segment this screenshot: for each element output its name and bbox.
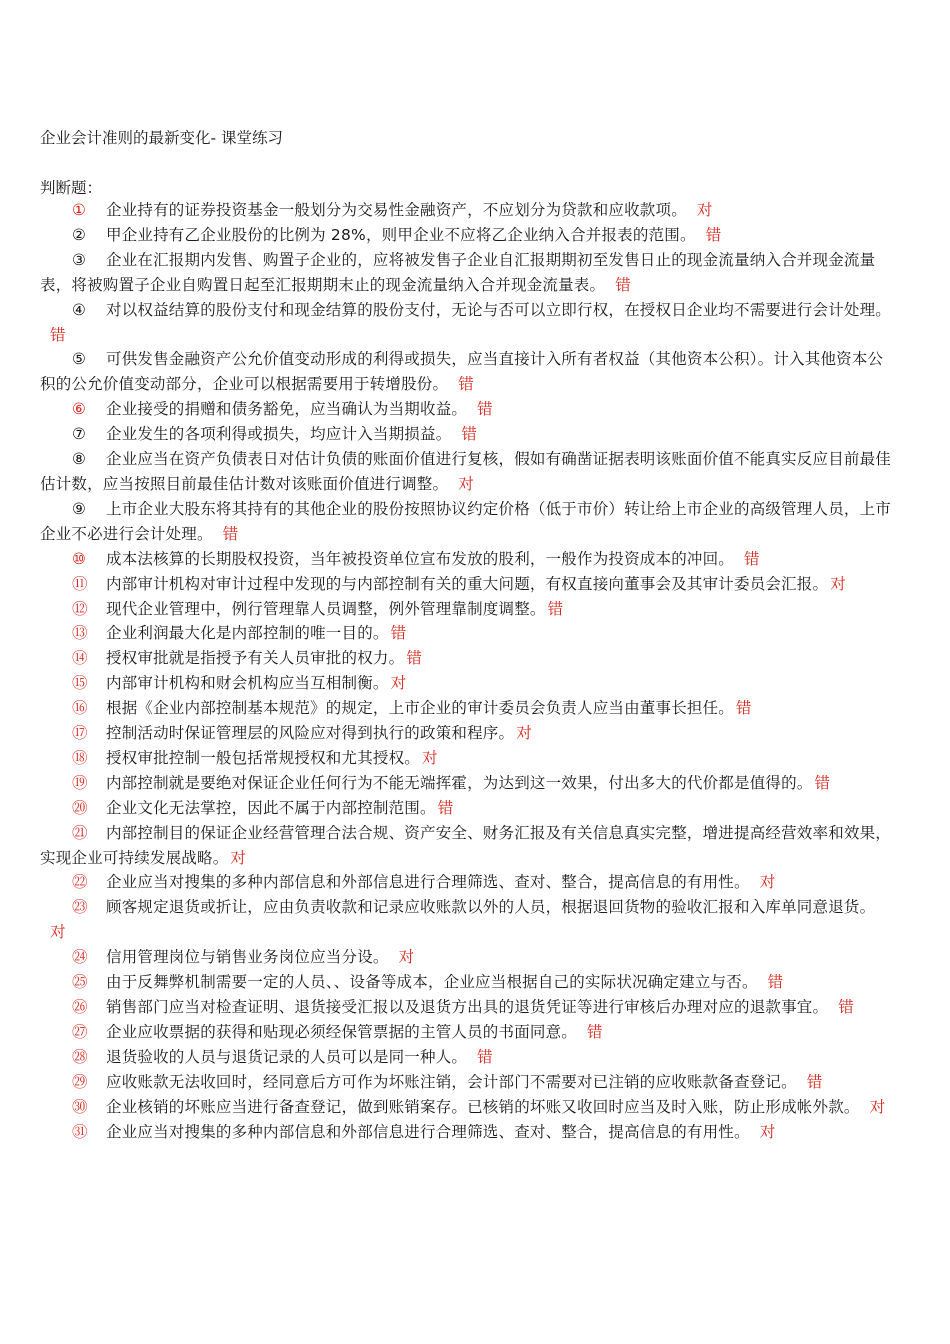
question-number: ㉒ [72,873,88,892]
question-list [40,198,898,1144]
question-text: 企业持有的证券投资基金一般划分为交易性金融资产，不应划分为贷款和应收款项。 [106,201,687,219]
question-item [40,671,898,696]
answer-mark: 错 [461,425,478,444]
question-item [40,248,898,298]
question-number: ④ [72,300,87,319]
question-number: ⑲ [72,773,88,792]
answer-mark: 对 [230,848,247,867]
question-number: ③ [72,250,87,269]
question-number: ⑨ [72,499,87,518]
answer-mark: 错 [767,973,784,992]
answer-mark: 错 [705,225,722,244]
answer-mark: 对 [398,948,415,967]
question-number: ⑪ [72,574,88,593]
question-number: ㉓ [72,898,88,917]
question-text: 企业发生的各项利得或损失，均应计入当期损益。 [106,425,452,444]
question-item [40,497,898,547]
question-text: 内部控制就是要绝对保证企业任何行为不能无端挥霍，为达到这一效果，付出多大的代价都是值得的。 [106,773,813,792]
question-item [40,646,898,671]
question-text: 企业应收票据的获得和贴现必须经保管票据的主管人员的书面同意。 [106,1022,578,1041]
question-number: ㉙ [72,1072,88,1091]
question-text: 控制活动时保证管理层的风险应对得到执行的政策和程序。 [106,724,515,743]
question-text: 成本法核算的长期股权投资，当年被投资单位宣布发放的股利，一般作为投资成本的冲回。 [106,549,735,568]
question-item [40,621,898,646]
answer-mark: 错 [477,400,493,419]
question-number: ⑧ [72,450,87,469]
question-text: 由于反舞弊机制需要一定的人员、、设备等成本，企业应当根据自己的实际状况确定建立与否。 [106,973,758,992]
answer-mark: 错 [390,624,407,643]
answer-mark: 错 [838,998,854,1016]
question-number: ② [72,225,87,244]
question-text: 企业利润最大化是内部控制的唯一目的。 [106,624,389,643]
question-item [40,746,898,771]
question-number: ㉛ [72,1122,88,1141]
question-text: 企业应当对搜集的多种内部信息和外部信息进行合理筛选、查对、整合，提高信息的有用性。 [106,873,750,892]
answer-mark: 对 [759,873,776,892]
question-item [40,1045,898,1070]
question-text: 授权审批控制一般包括常规授权和尤其授权。 [106,748,421,767]
answer-mark: 错 [806,1072,823,1091]
question-item [40,796,898,821]
answer-mark: 错 [406,649,423,668]
answer-mark: 对 [458,474,474,493]
question-number: ⑦ [72,425,87,444]
question-item [40,347,898,397]
question-item [40,696,898,721]
question-text: 企业应当在资产负债表日对估计负债的账面价值进行复核，假如有确凿证据表明该账面价值不能真实反应目前最佳估计数，应当按照目前最佳估计数对该账面价值进行调整。 [40,450,892,493]
question-text: 企业在汇报期内发售、购置子企业的，应将被发售子企业自汇报期期初至发售日止的现金流量纳入合并现金流量表，将被购置子企业自购置日起至汇报期期末止的现金流量纳入合并现金流量表。 [40,250,876,294]
question-item [40,870,898,895]
question-number: ⑤ [72,350,87,369]
question-text: 销售部门应当对检查证明、退货接受汇报以及退货方出具的退货凭证等进行审核后办理对应的退款事宜。 [106,998,829,1016]
question-text: 企业文化无法掌控，因此不属于内部控制范围。 [106,798,436,817]
question-item [40,771,898,796]
answer-mark: 对 [516,724,532,743]
answer-mark: 错 [744,549,760,568]
section-label: 判断题： [40,179,103,197]
question-item [40,223,898,248]
question-item [40,397,898,422]
question-item [40,895,898,945]
question-text: 授权审批就是指授予有关人员审批的权力。 [106,649,405,668]
answer-mark: 对 [830,574,846,593]
question-number: ㉗ [72,1022,88,1041]
answer-mark: 错 [814,773,831,792]
answer-mark: 对 [696,201,713,219]
question-number: ⑰ [72,724,88,743]
question-number: ⑮ [72,674,88,693]
question-text: 信用管理岗位与销售业务岗位应当分设。 [106,948,389,967]
question-text: 根据《企业内部控制基本规范》的规定，上市企业的审计委员会负责人应当由董事长担任。 [106,699,735,718]
question-number: ㉘ [72,1047,88,1066]
question-item [40,1020,898,1045]
question-number: ⑬ [72,624,88,643]
question-item [40,821,898,871]
question-item [40,970,898,995]
question-number: ㉖ [72,998,88,1016]
question-number: ⑳ [72,798,88,817]
question-text: 对以权益结算的股份支付和现金结算的股份支付，无论与否可以立即行权，在授权日企业均不需要进行会计处理。 [106,300,892,319]
question-number: ⑥ [72,400,87,419]
answer-mark: 错 [615,275,631,294]
question-text: 顾客规定退货或折让，应由负责收款和记录应收账款以外的人员，根据退回货物的验收汇报和入库单同意退货。 [106,898,876,917]
answer-mark: 错 [50,325,66,344]
question-item [40,447,898,497]
question-item [40,1095,898,1120]
page-title: 企业会计准则的最新变化- 课堂练习 [40,129,284,147]
question-number: ⑱ [72,748,88,767]
question-item [40,995,898,1020]
answer-mark: 错 [736,699,752,718]
question-item [40,298,898,348]
question-text: 内部审计机构对审计过程中发现的与内部控制有关的重大问题，有权直接向董事会及其审计委员会汇报。 [106,574,829,593]
question-item [40,572,898,597]
question-item [40,1120,898,1145]
question-item [40,597,898,622]
answer-mark: 错 [437,798,454,817]
question-text: 企业应当对搜集的多种内部信息和外部信息进行合理筛选、查对、整合，提高信息的有用性。 [106,1122,750,1141]
question-number: ⑯ [72,699,88,718]
answer-mark: 错 [222,524,239,543]
question-item [40,1070,898,1095]
question-text: 内部控制目的保证企业经营管理合法合规、资产安全、财务汇报及有关信息真实完整，增进提高经营效率和效果，实现企业可持续发展战略。 [40,823,892,867]
question-text: 可供发售金融资产公允价值变动形成的利得或损失，应当直接计入所有者权益（其他资本公积）。计入其他资本公积的公允价值变动部分，企业可以根据需要用于转增股份。 [40,350,884,394]
question-text: 现代企业管理中，例行管理靠人员调整，例外管理靠制度调整。 [106,599,546,618]
answer-mark: 错 [458,375,474,394]
answer-mark: 对 [390,674,407,693]
answer-mark: 对 [869,1097,886,1116]
question-number: ㉚ [72,1097,88,1116]
answer-mark: 对 [50,923,66,942]
answer-mark: 对 [422,748,438,767]
question-text: 企业核销的坏账应当进行备查登记，做到账销案存。已核销的坏账又收回时应当及时入账，防止形成帐外款。 [106,1097,860,1116]
question-number: ① [72,201,87,219]
answer-mark: 错 [477,1047,493,1066]
answer-mark: 错 [587,1022,603,1041]
question-text: 应收账款无法收回时，经同意后方可作为坏账注销，会计部门不需要对已注销的应收账款备查登记。 [106,1072,797,1091]
question-item [40,198,898,223]
question-text: 上市企业大股东将其持有的其他企业的股份按照协议约定价格（低于市价）转让给上市企业的高级管理人员，上市企业不必进行会计处理。 [40,499,892,543]
question-item [40,547,898,572]
question-item [40,422,898,447]
question-text: 内部审计机构和财会机构应当互相制衡。 [106,674,389,693]
question-number: ⑭ [72,649,88,668]
question-number: ⑫ [72,599,88,618]
question-number: ㉔ [72,948,88,967]
question-number: ㉕ [72,973,88,992]
question-text: 退货验收的人员与退货记录的人员可以是同一种人。 [106,1047,468,1066]
question-number: ⑩ [72,549,87,568]
question-item [40,945,898,970]
question-text: 企业接受的捐赠和债务豁免，应当确认为当期收益。 [106,400,468,419]
question-text: 甲企业持有乙企业股份的比例为 28%，则甲企业不应将乙企业纳入合并报表的范围。 [106,225,696,244]
answer-mark: 错 [547,599,564,618]
answer-mark: 对 [759,1122,776,1141]
question-item [40,721,898,746]
question-number: ㉑ [72,823,88,842]
